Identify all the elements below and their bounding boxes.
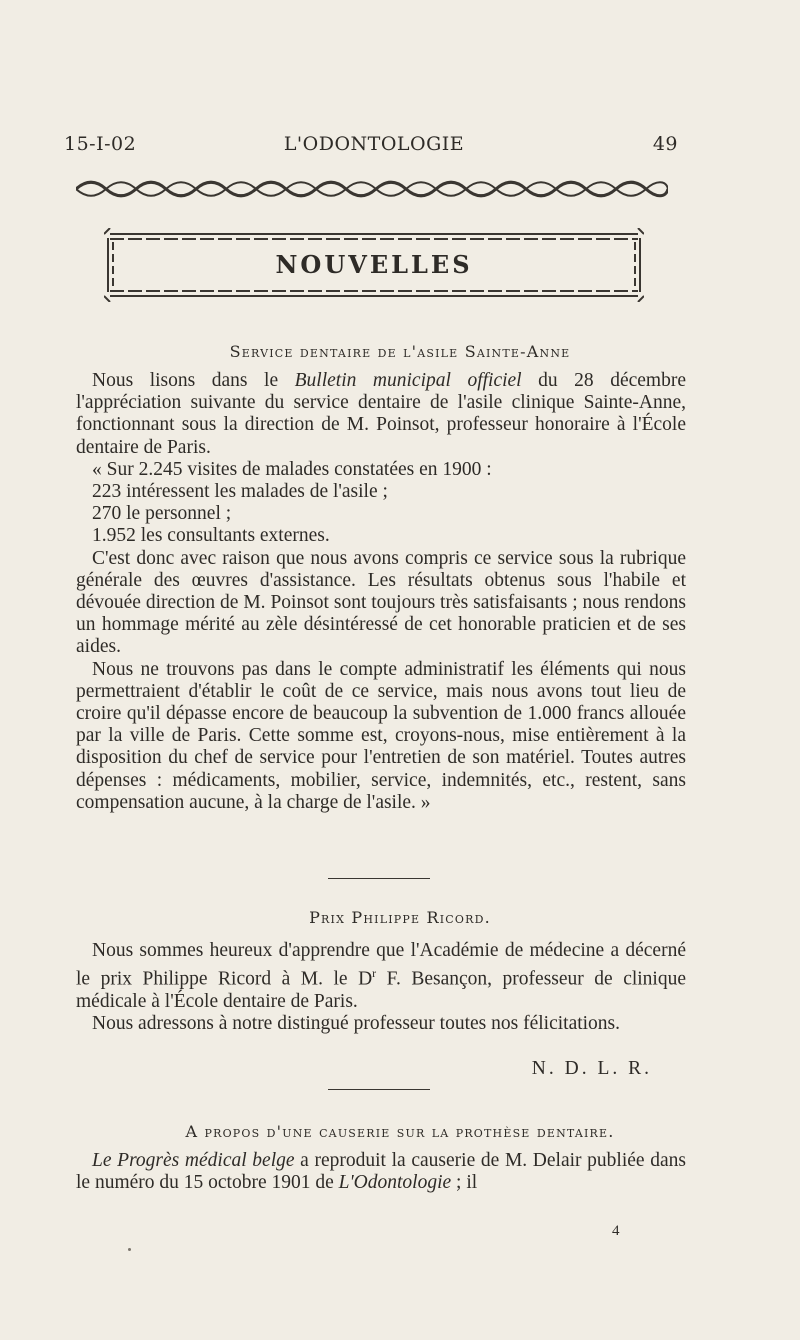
text-run: ; il [451,1172,478,1194]
article-title-prix-ricord: Prix Philippe Ricord. [309,908,491,927]
bulletin-title-italic: Bulletin municipal officiel [294,370,522,391]
text-run: du 28 décembre l'appréciation suivante du service dentaire de l'asile clinique Sainte-Anne, fonctionnant sous la direction de M. Poinsot, professeur honoraire à l'École dentaire de Paris. [76,370,686,458]
journal-title: L'ODONTOLOGIE [283,133,465,155]
article-title-sainte-anne: Service dentaire de l'asile Sainte-Anne [229,342,571,361]
article-body-prix-ricord [76,940,686,1035]
quote-line-3: 270 le personnel ; [92,503,232,525]
article-title-prothese: A propos d'une causerie sur la prothèse dentaire. [185,1122,615,1141]
paragraph-assistance: C'est donc avec raison que nous avons compris ce service sous la rubrique générale des œuvres d'assistance. Les résultats obtenus sous l'habile et dévouée direction de M. Poinsot sont toujours très satisfaisants ; nous rendons un hommage mérité au zèle désintéressé de cet honorable praticien et de ses aides. [76,547,686,658]
paragraph-budget: Nous ne trouvons pas dans le compte administratif les éléments qui nous permettraient d'établir le coût de ce service, mais nous avons tout lieu de croire qu'il dépasse encore de beaucoup la subvention de 1.000 francs allouée par la ville de Paris. Cette somme est, croyons-nous, mise entièrement à la disposition du chef de service pour l'entretien de son matériel. Toutes autres dépenses : médicaments, mobilier, service, indemnités, etc., restent, sans compensation aucune, à la charge de l'asile. » [76,658,686,813]
section-heading-frame [104,228,644,302]
section-heading: NOUVELLES [275,250,473,279]
quote-line-4: 1.952 les consultants externes. [92,525,330,547]
text-run: a reproduit la causerie de M. Delair publiée dans le numéro du 15 octobre 1901 de [76,1150,686,1194]
issue-date: 15-I-02 [64,133,137,155]
text-run: F. Besançon, professeur de clinique médicale à l'École dentaire de Paris. [76,968,687,1012]
superscript: r [372,966,377,981]
paragraph-congratulations: Nous adressons à notre distingué professeur toutes nos félicitations. [92,1013,621,1035]
journal-italic: L'Odontologie [338,1172,452,1194]
separator-rule [328,1089,430,1090]
page-number: 49 [652,133,678,155]
quote-line-2: 223 intéressent les malades de l'asile ; [92,481,388,503]
article-body-prothese [76,1150,686,1194]
paper-speck [128,1248,131,1251]
text-run: Nous sommes heureux d'apprendre que l'Académie de médecine a décerné le prix Philippe Ricord à M. le D [76,940,686,990]
paragraph-prize [76,940,686,1013]
text-run: Nous lisons dans le [92,370,295,391]
editorial-signature: N. D. L. R. [531,1058,652,1079]
paragraph-causerie [76,1150,686,1194]
publication-italic: Le Progrès médical belge [92,1150,295,1171]
signature-mark: 4 [612,1223,620,1239]
running-header [64,133,684,159]
paragraph-intro [76,370,686,459]
article-body-sainte-anne [76,370,686,814]
quote-line-1: « Sur 2.245 visites de malades constatées en 1900 : [92,458,492,480]
decorative-ornament-band [76,180,668,198]
separator-rule [328,878,430,879]
